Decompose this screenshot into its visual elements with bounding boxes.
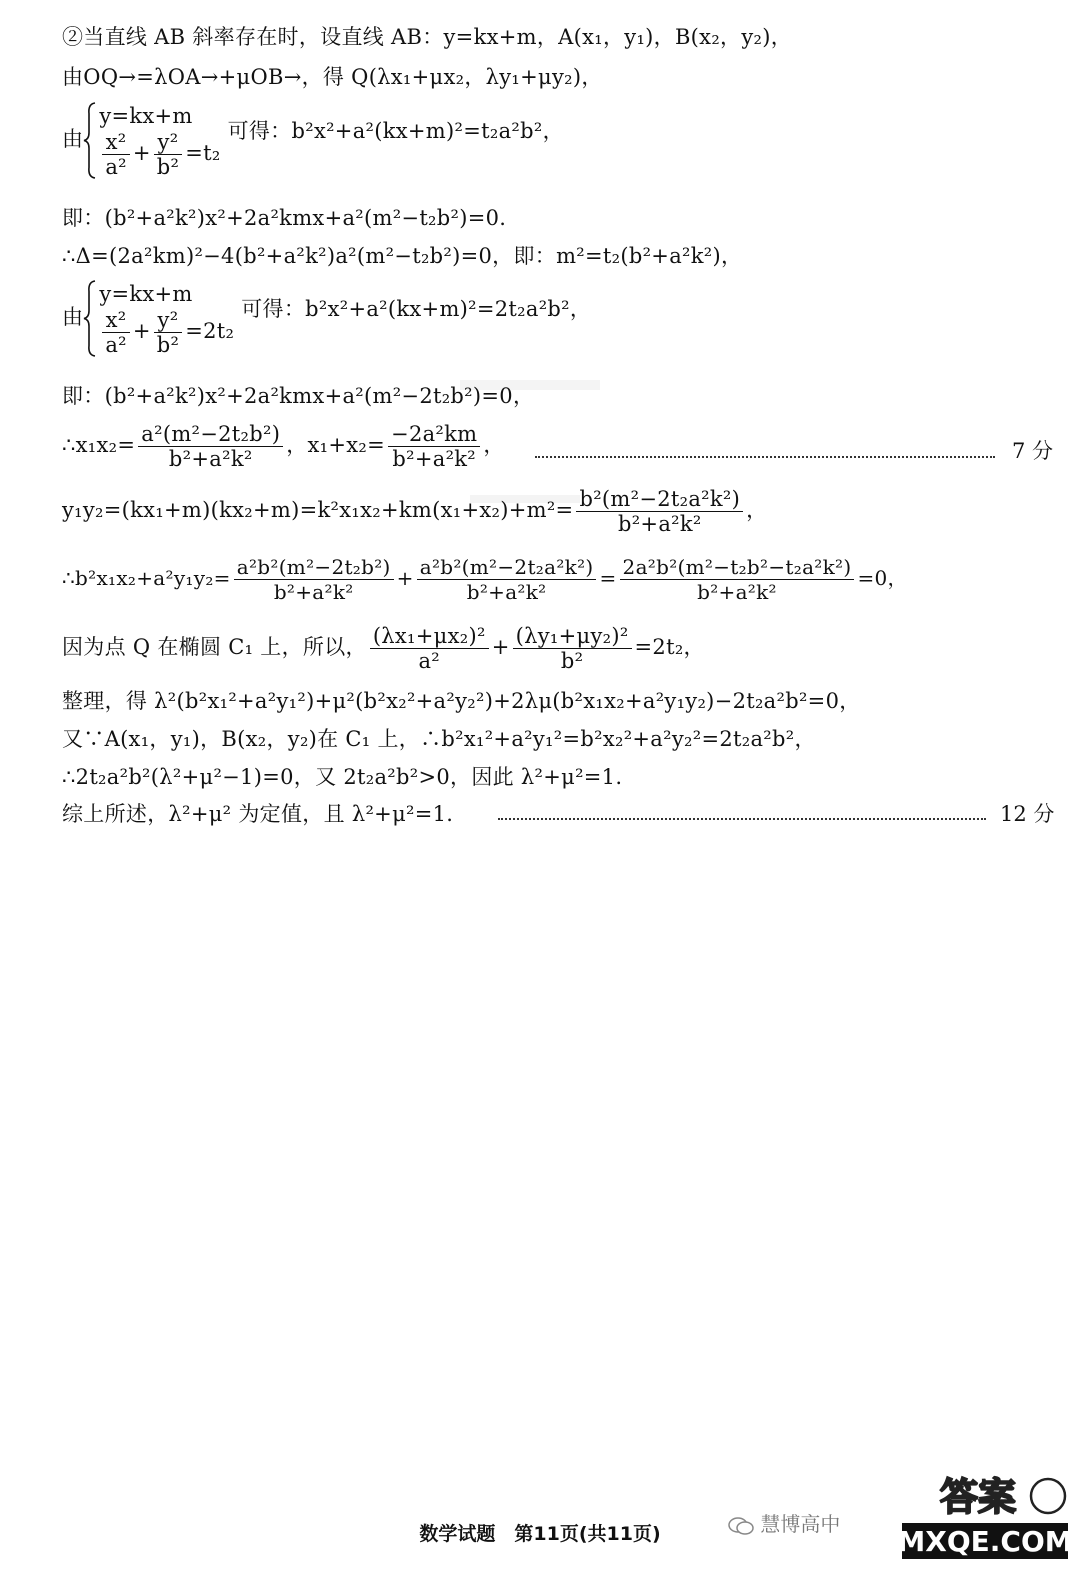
text-line-2: 由OQ→=λOA→+μOB→，得 Q(λx₁+μx₂，λy₁+μy₂)， (62, 65, 603, 89)
text-line-9 (62, 487, 767, 536)
logo-text-top: 答案 (939, 1475, 1017, 1519)
fraction (234, 555, 394, 604)
site-logo-watermark (900, 1468, 1070, 1563)
denominator: b²+a²k² (697, 580, 777, 604)
score-label: 7 分 (1012, 439, 1054, 463)
numerator: −2a²km (388, 422, 480, 447)
text: + (396, 566, 414, 590)
text: + (491, 635, 510, 659)
text: =0， (857, 566, 908, 590)
brace-icon (83, 102, 97, 179)
text-line-8 (62, 422, 505, 471)
text-line-5: ∴Δ=(2a²km)²−4(b²+a²k²)a²(m²−t₂b²)=0，即：m²=t₂(b²+a²k²)， (62, 244, 743, 268)
numerator: x² (102, 130, 130, 155)
text-line-13: 又∵A(x₁，y₁)，B(x₂，y₂)在 C₁ 上，∴b²x₁²+a²y₁²=b²x₂²+a²y₂²=2t₂a²b²， (62, 727, 816, 751)
fraction (154, 308, 182, 357)
fraction (417, 555, 597, 604)
numerator: y² (154, 308, 182, 333)
numerator: a²(m²−2t₂b²) (138, 422, 283, 447)
equation-system-2 (62, 280, 591, 357)
text: 可得：b²x²+a²(kx+m)²=t₂a²b²， (227, 119, 564, 143)
numerator: (λx₁+μx₂)² (370, 624, 489, 649)
fraction (138, 422, 283, 471)
numerator: y² (154, 130, 182, 155)
text: ， (746, 498, 768, 522)
denominator: b²+a²k² (466, 580, 547, 604)
equation-system-1 (62, 102, 564, 179)
logo-text-bottom: MXQE.COM (900, 1525, 1070, 1558)
numerator: 2a²b²(m²−t₂b²−t₂a²k²) (620, 555, 855, 580)
fraction (388, 422, 480, 471)
text: ， (483, 433, 505, 457)
fraction (576, 487, 743, 536)
numerator: x² (102, 308, 130, 333)
score-label: 12 分 (1000, 802, 1055, 826)
denominator: b² (560, 649, 584, 673)
text: 可得：b²x²+a²(kx+m)²=2t₂a²b²， (241, 297, 592, 321)
denominator: b² (156, 155, 180, 179)
text: 由 (62, 127, 84, 151)
numerator: a²b²(m²−2t₂b²) (234, 555, 394, 580)
system-block (83, 280, 234, 357)
denominator: b²+a²k² (168, 447, 253, 471)
fraction (370, 624, 489, 673)
fraction (620, 555, 855, 604)
system-row (99, 308, 234, 357)
text: + (132, 319, 151, 343)
text-line-1: ②当直线 AB 斜率存在时，设直线 AB：y=kx+m，A(x₁，y₁)，B(x₂，y₂)， (62, 25, 793, 49)
fraction (102, 308, 130, 357)
watermark-text: 慧博高中 (760, 1512, 841, 1536)
text: ∴x₁x₂= (62, 433, 136, 457)
fraction (102, 130, 130, 179)
dotted-leader (498, 818, 986, 820)
system-row: y=kx+m (99, 282, 193, 306)
denominator: b²+a²k² (392, 447, 477, 471)
text: =2t₂ (185, 319, 235, 343)
text: ，x₁+x₂= (286, 433, 386, 457)
text: = (599, 566, 617, 590)
system-block (83, 102, 220, 179)
denominator: a² (418, 649, 441, 673)
text: =t₂ (185, 141, 221, 165)
logo-icon (900, 1468, 1070, 1563)
wechat-icon (728, 1516, 754, 1536)
text-line-10 (62, 555, 908, 604)
text-line-12: 整理，得 λ²(b²x₁²+a²y₁²)+μ²(b²x₂²+a²y₂²)+2λμ(b²x₁x₂+a²y₁y₂)−2t₂a²b²=0， (62, 689, 861, 713)
denominator: b²+a²k² (273, 580, 354, 604)
fraction (513, 624, 632, 673)
text: =2t₂， (634, 635, 705, 659)
fraction (154, 130, 182, 179)
page-footer: 数学试题 第11页(共11页) (419, 1523, 661, 1545)
denominator: a² (105, 155, 127, 179)
text-line-15: 综上所述，λ²+μ² 为定值，且 λ²+μ²=1. (62, 802, 454, 826)
dotted-leader (535, 456, 995, 458)
numerator: b²(m²−2t₂a²k²) (576, 487, 743, 512)
brace-icon (83, 280, 97, 357)
text: + (132, 141, 151, 165)
text: 由 (62, 305, 84, 329)
text-line-4: 即：(b²+a²k²)x²+2a²kmx+a²(m²−t₂b²)=0. (62, 206, 507, 230)
text: y₁y₂=(kx₁+m)(kx₂+m)=k²x₁x₂+km(x₁+x₂)+m²= (62, 498, 574, 522)
denominator: b² (156, 333, 180, 357)
text: ∴b²x₁x₂+a²y₁y₂= (62, 566, 231, 590)
text: 因为点 Q 在椭圆 C₁ 上，所以， (62, 635, 367, 659)
system-row (99, 130, 220, 179)
denominator: a² (105, 333, 127, 357)
denominator: b²+a²k² (617, 512, 702, 536)
text-line-7: 即：(b²+a²k²)x²+2a²kmx+a²(m²−2t₂b²)=0， (62, 384, 535, 408)
text-line-11 (62, 624, 705, 673)
numerator: (λy₁+μy₂)² (513, 624, 632, 649)
system-row: y=kx+m (99, 104, 193, 128)
wechat-watermark (728, 1508, 840, 1537)
text-line-14: ∴2t₂a²b²(λ²+μ²−1)=0，又 2t₂a²b²>0，因此 λ²+μ²=1. (62, 765, 623, 789)
numerator: a²b²(m²−2t₂a²k²) (417, 555, 597, 580)
